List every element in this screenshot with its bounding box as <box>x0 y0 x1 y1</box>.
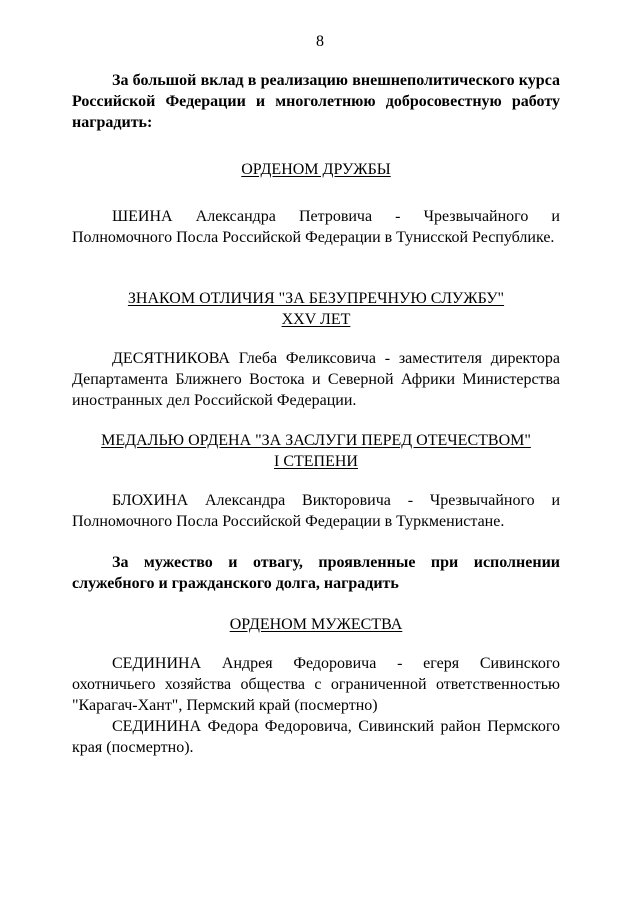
award-heading-line: ОРДЕНОМ МУЖЕСТВА <box>229 616 403 633</box>
award-heading-line: МЕДАЛЬЮ ОРДЕНА "ЗА ЗАСЛУГИ ПЕРЕД ОТЕЧЕСТВОМ" <box>101 432 531 449</box>
award-heading-line: ЗНАКОМ ОТЛИЧИЯ "ЗА БЕЗУПРЕЧНУЮ СЛУЖБУ" <box>127 290 505 307</box>
recipient-paragraph: ШЕИНА Александра Петровича - Чрезвычайного и Полномочного Посла Российской Федерации в Тунисской Республике. <box>72 208 560 246</box>
section-2-intro: За мужество и отвагу, проявленные при исполнении служебного и гражданского долга, наградить <box>72 554 560 592</box>
recipient-paragraph: ДЕСЯТНИКОВА Глеба Феликсовича - заместителя директора Департамента Ближнего Востока и Северной Африки Министерства иностранных дел Российской Федерации. <box>72 350 560 409</box>
recipient-paragraph: БЛОХИНА Александра Викторовича - Чрезвычайного и Полномочного Посла Российской Федерации в Туркменистане. <box>72 492 560 530</box>
award-heading-line: I СТЕПЕНИ <box>274 453 358 470</box>
section-1-intro: За большой вклад в реализацию внешнеполитического курса Российской Федерации и многолетнюю добросовестную работу наградить: <box>72 72 560 131</box>
award-heading-order-of-friendship <box>72 159 560 180</box>
recipient-paragraph: СЕДИНИНА Федора Федоровича, Сивинский район Пермского края (посмертно). <box>72 718 560 756</box>
recipient-paragraph: СЕДИНИНА Андрея Федоровича - егеря Сивинского охотничьего хозяйства общества с ограниченной ответственностью "Карагач-Хант", Пермский край (посмертно) <box>72 655 560 714</box>
award-heading-line: XXV ЛЕТ <box>281 311 351 328</box>
award-heading-order-of-courage <box>72 614 560 635</box>
award-heading-badge-xxv <box>72 288 560 330</box>
page-number: 8 <box>316 33 324 50</box>
award-heading-medal-order-of-merit <box>72 430 560 472</box>
award-heading-line: ОРДЕНОМ ДРУЖБЫ <box>241 161 391 178</box>
